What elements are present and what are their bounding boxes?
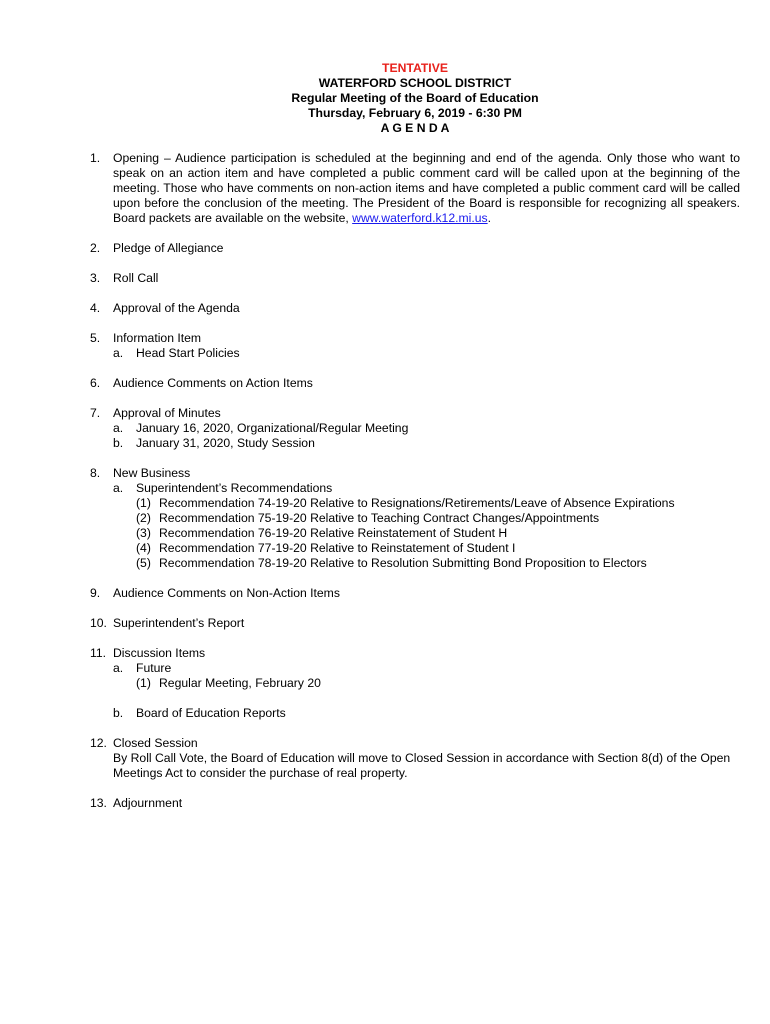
item-number: 12.	[90, 736, 107, 750]
sub-item-text: January 31, 2020, Study Session	[136, 436, 315, 450]
agenda-item	[90, 586, 740, 601]
agenda-item	[90, 796, 740, 811]
sub-item-text: January 16, 2020, Organizational/Regular Meeting	[136, 421, 409, 435]
recommendation-number: (1)	[136, 496, 151, 510]
item-number: 2.	[90, 241, 101, 255]
item-number: 13.	[90, 796, 107, 810]
item-number: 3.	[90, 271, 101, 285]
sub-item	[113, 421, 740, 436]
sub-item	[113, 481, 740, 496]
recommendation-item	[113, 496, 740, 511]
item-content	[113, 796, 740, 811]
agenda-item	[90, 616, 740, 631]
item-content	[113, 376, 740, 391]
recommendation-number: (3)	[136, 526, 151, 540]
item-text: Audience Comments on Non-Action Items	[113, 586, 340, 600]
item-number: 5.	[90, 331, 101, 345]
item-content	[113, 616, 740, 631]
recommendation-text: Recommendation 77-19-20 Relative to Reinstatement of Student I	[159, 541, 516, 555]
item-text: Discussion Items	[113, 646, 206, 660]
sub-item-letter: a.	[113, 346, 124, 360]
recommendation-item	[113, 676, 740, 691]
sub-item-text: Board of Education Reports	[136, 706, 286, 720]
sub-item-letter: b.	[113, 436, 124, 450]
item-content	[113, 241, 740, 256]
agenda-item	[90, 271, 740, 286]
sub-item	[113, 661, 740, 676]
agenda-item	[90, 406, 740, 451]
item-text: Approval of the Agenda	[113, 301, 240, 315]
item-number: 11.	[90, 646, 107, 660]
recommendation-number: (5)	[136, 556, 151, 570]
item-text: Approval of Minutes	[113, 406, 221, 420]
agenda-item	[90, 331, 740, 361]
agenda-title: A G E N D A	[380, 121, 450, 135]
item-text: Audience Comments on Action Items	[113, 376, 313, 390]
recommendation-item	[113, 526, 740, 541]
agenda-item	[90, 736, 740, 781]
item-content	[113, 151, 740, 226]
agenda-item	[90, 151, 740, 226]
recommendation-item	[113, 511, 740, 526]
recommendation-number: (1)	[136, 676, 151, 690]
item-description: By Roll Call Vote, the Board of Education will move to Closed Session in accordance with Section 8(d) of the Open Meetings Act to consider the purchase of real property.	[113, 751, 731, 780]
district-name: WATERFORD SCHOOL DISTRICT	[318, 76, 512, 90]
item-text: Opening – Audience participation is scheduled at the beginning and end of the agenda. Only those who want to speak on an action item and have completed a public comment card will be called upon at the beginning of the meeting. Those who have comments on non-action items and have completed a public comment card will be called upon before the conclusion of the meeting. The President of the Board is responsible for recognizing all speakers. Board packets are available on the website, www.waterford.k12.mi.us.	[113, 151, 740, 225]
agenda-item	[90, 646, 740, 721]
item-text: Superintendent’s Report	[113, 616, 245, 630]
tentative-label: TENTATIVE	[382, 61, 448, 75]
sub-item-letter: a.	[113, 661, 124, 675]
agenda-item	[90, 376, 740, 391]
sub-item-text: Superintendent’s Recommendations	[136, 481, 333, 495]
sub-item-text: Head Start Policies	[136, 346, 240, 360]
item-content	[113, 301, 740, 316]
recommendation-text: Recommendation 75-19-20 Relative to Teaching Contract Changes/Appointments	[159, 511, 600, 525]
sub-item	[113, 346, 740, 361]
item-content	[113, 736, 740, 781]
sub-item-text: Future	[136, 661, 172, 675]
recommendation-text: Recommendation 76-19-20 Relative Reinstatement of Student H	[159, 526, 508, 540]
item-content	[113, 586, 740, 601]
item-number: 9.	[90, 586, 101, 600]
recommendation-item	[113, 541, 740, 556]
item-content	[113, 466, 740, 571]
item-number: 4.	[90, 301, 101, 315]
meeting-title: Regular Meeting of the Board of Education	[291, 91, 539, 105]
sub-item-letter: b.	[113, 706, 124, 720]
agenda-item	[90, 301, 740, 316]
item-content	[113, 646, 740, 721]
item-content	[113, 271, 740, 286]
website-link[interactable]: www.waterford.k12.mi.us	[352, 211, 488, 225]
item-content	[113, 331, 740, 361]
item-text: Information Item	[113, 331, 202, 345]
agenda-item	[90, 241, 740, 256]
item-number: 1.	[90, 151, 101, 165]
sub-item-letter: a.	[113, 481, 124, 495]
item-text: Closed Session	[113, 736, 198, 750]
item-content	[113, 406, 740, 451]
recommendation-text: Recommendation 74-19-20 Relative to Resignations/Retirements/Leave of Absence Expirations	[159, 496, 675, 510]
item-number: 6.	[90, 376, 101, 390]
item-number: 8.	[90, 466, 101, 480]
sub-item	[113, 436, 740, 451]
agenda-header	[0, 61, 770, 136]
sub-item-letter: a.	[113, 421, 124, 435]
item-number: 7.	[90, 406, 101, 420]
sub-item	[113, 706, 740, 721]
recommendation-text: Recommendation 78-19-20 Relative to Resolution Submitting Bond Proposition to Electors	[159, 556, 647, 570]
item-text: Pledge of Allegiance	[113, 241, 224, 255]
recommendation-number: (2)	[136, 511, 151, 525]
item-text: Roll Call	[113, 271, 159, 285]
recommendation-number: (4)	[136, 541, 151, 555]
agenda-item	[90, 466, 740, 571]
item-text: New Business	[113, 466, 191, 480]
recommendation-item	[113, 556, 740, 571]
item-number: 10.	[90, 616, 107, 630]
recommendation-text: Regular Meeting, February 20	[159, 676, 321, 690]
meeting-date: Thursday, February 6, 2019 - 6:30 PM	[308, 106, 522, 120]
item-text: Adjournment	[113, 796, 183, 810]
agenda-list	[90, 151, 740, 811]
